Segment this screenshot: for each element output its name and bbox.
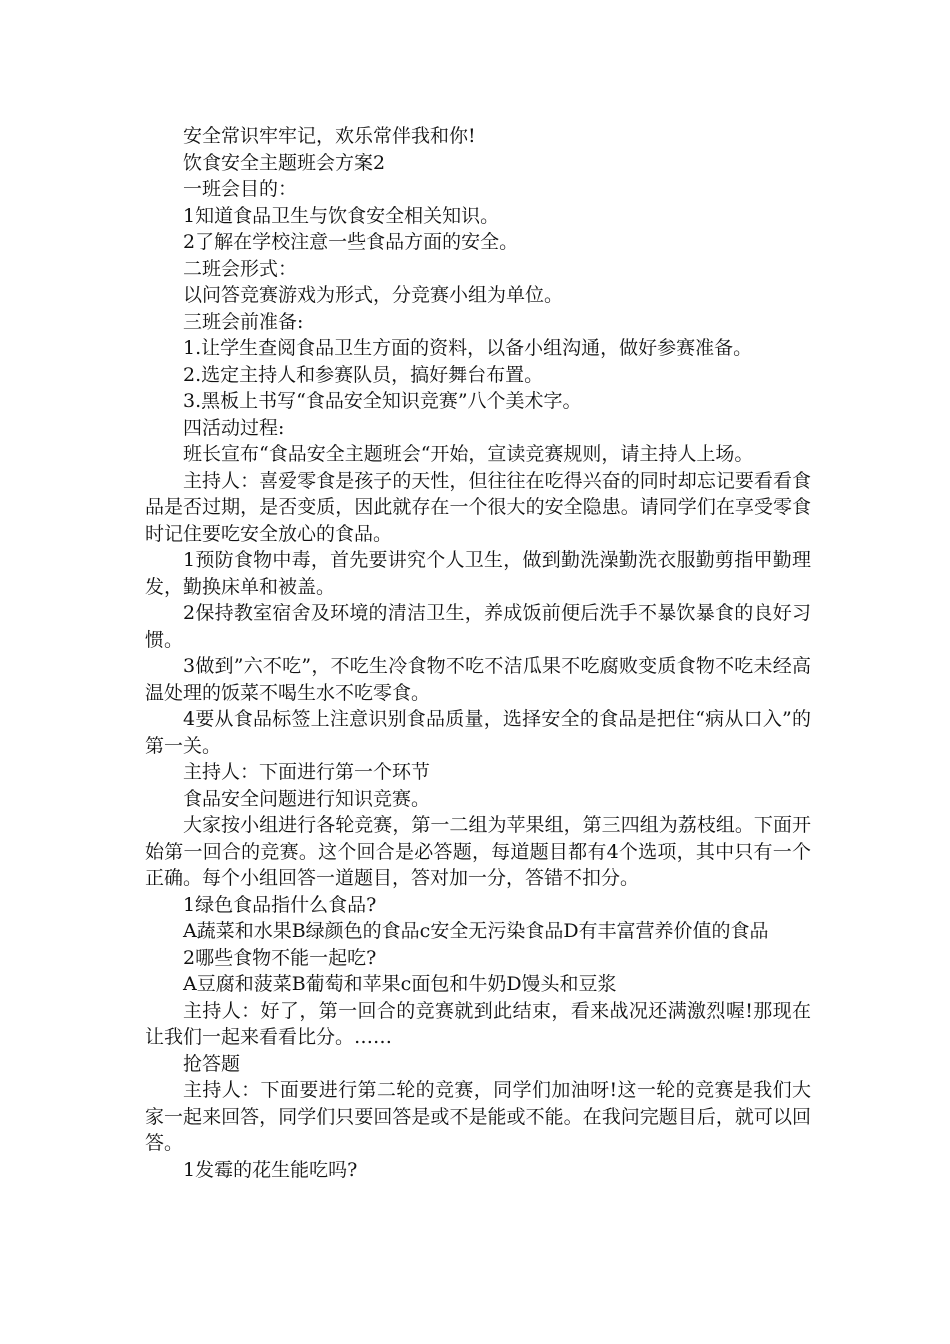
- question: 1发霉的花生能吃吗?: [183, 1158, 358, 1181]
- list-item: 4要从食品标签上注意识别食品质量，选择安全的食品是把住“病从口入”的第一关。: [145, 708, 811, 757]
- list-item: 1预防食物中毒，首先要讲究个人卫生，做到勤洗澡勤洗衣服勤剪指甲勤理发，勤换床单和被盖。: [145, 549, 811, 598]
- list-item: 2.选定主持人和参赛队员，搞好舞台布置。: [183, 363, 544, 386]
- list-item: 3.黑板上书写“食品安全知识竞赛”八个美术字。: [183, 390, 582, 412]
- list-item: 2保持教室宿舍及环境的清洁卫生，养成饭前便后洗手不暴饮暴食的良好习惯。: [145, 602, 811, 651]
- document-page: [145, 123, 811, 1183]
- section-heading: 四活动过程:: [183, 416, 285, 439]
- answer-options: A豆腐和菠菜B葡萄和苹果c面包和牛奶D馒头和豆浆: [183, 973, 617, 995]
- paragraph: 主持人：下面进行第一个环节: [183, 761, 431, 783]
- question: 1绿色食品指什么食品?: [183, 893, 377, 916]
- paragraph: 食品安全问题进行知识竞赛。: [183, 787, 431, 810]
- list-item: 1.让学生查阅食品卫生方面的资料，以备小组沟通，做好参赛准备。: [183, 337, 753, 359]
- list-item: 3做到”六不吃”，不吃生冷食物不吃不洁瓜果不吃腐败变质食物不吃未经高温处理的饭菜不喝生水不吃零食。: [145, 655, 811, 704]
- section-heading: 抢答题: [183, 1052, 241, 1075]
- list-item: 2了解在学校注意一些食品方面的安全。: [183, 231, 519, 253]
- section-heading: 二班会形式：: [183, 257, 298, 280]
- paragraph: 主持人：喜爱零食是孩子的天性，但往往在吃得兴奋的同时却忘记要看看食品是否过期，是否变质，因此就存在一个很大的安全隐患。请同学们在享受零食时记住要吃安全放心的食品。: [145, 469, 811, 545]
- paragraph: 安全常识牢牢记，欢乐常伴我和你!: [183, 125, 476, 147]
- paragraph: 班长宣布“食品安全主题班会“开始，宣读竞赛规则，请主持人上场。: [183, 443, 754, 465]
- question: 2哪些食物不能一起吃?: [183, 946, 377, 969]
- paragraph: 主持人：好了，第一回合的竞赛就到此结束，看来战况还满激烈喔!那现在让我们一起来看看比分。……: [145, 999, 811, 1048]
- section-heading: 一班会目的：: [183, 178, 298, 200]
- answer-options: A蔬菜和水果B绿颜色的食品c安全无污染食品D有丰富营养价值的食品: [183, 920, 769, 942]
- paragraph: 以问答竞赛游戏为形式，分竞赛小组为单位。: [183, 284, 564, 306]
- list-item: 1知道食品卫生与饮食安全相关知识。: [183, 204, 500, 227]
- section-heading: 三班会前准备:: [183, 310, 304, 333]
- paragraph: 大家按小组进行各轮竞赛，第一二组为苹果组，第三四组为荔枝组。下面开始第一回合的竞赛。这个回合是必答题，每道题目都有4个选项，其中只有一个正确。每个小组回答一道题目，答对加一分，答错不扣分。: [145, 814, 811, 889]
- paragraph: 主持人：下面要进行第二轮的竞赛，同学们加油呀!这一轮的竞赛是我们大家一起来回答，同学们只要回答是或不是能或不能。在我问完题目后，就可以回答。: [145, 1079, 811, 1154]
- section-title: 饮食安全主题班会方案2: [183, 151, 386, 174]
